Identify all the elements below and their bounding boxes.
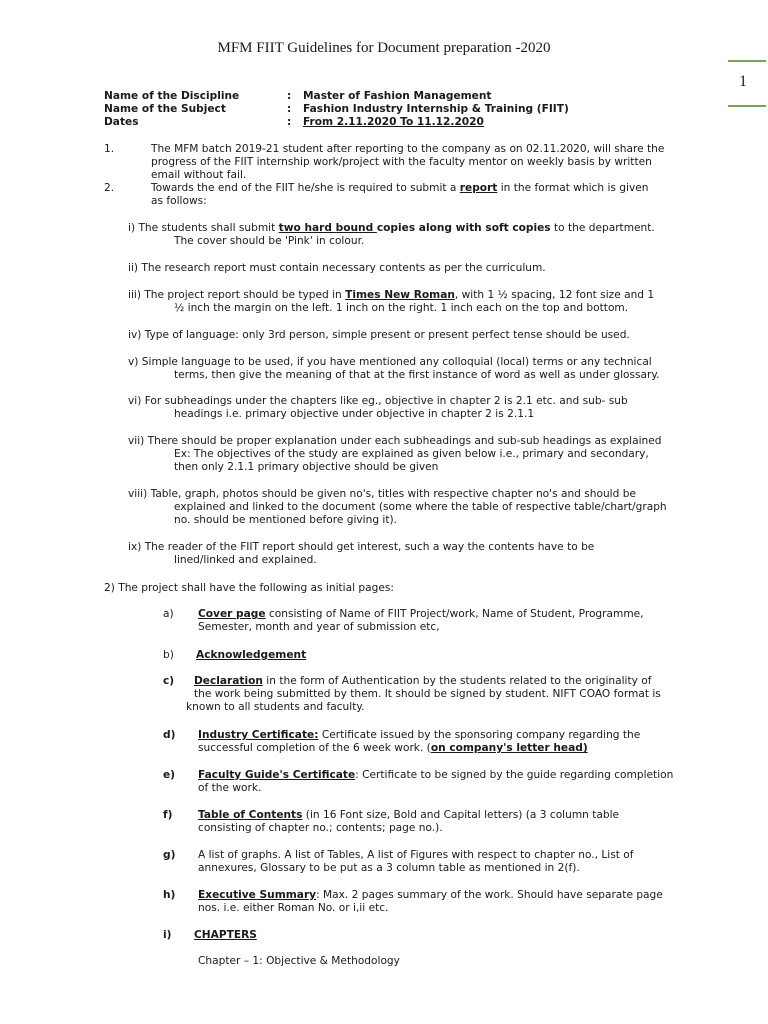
item-g-label: g) bbox=[163, 849, 176, 861]
item-b: Acknowledgement bbox=[196, 649, 307, 661]
page-number-rule-bottom bbox=[728, 105, 766, 107]
item-a-label: a) bbox=[163, 608, 174, 620]
meta-dates bbox=[104, 116, 484, 129]
item-vi-line-2: headings i.e. primary objective under objective in chapter 2 is 2.1.1 bbox=[174, 408, 535, 420]
emphasis: two hard bound bbox=[278, 222, 377, 234]
item-viii-line-3: no. should be mentioned before giving it). bbox=[174, 514, 398, 526]
text: successful completion of the 6 week work. ( bbox=[198, 742, 431, 754]
item-iii bbox=[128, 289, 654, 302]
item-c-label: c) bbox=[163, 675, 175, 687]
page-number: 1 bbox=[739, 73, 747, 90]
item-viii-line-2: explained and linked to the document (some where the table of respective table/chart/graph bbox=[174, 501, 667, 513]
meta-value: From 2.11.2020 To 11.12.2020 bbox=[303, 116, 484, 128]
item-h-label: h) bbox=[163, 889, 176, 901]
item-d-label: d) bbox=[163, 729, 176, 741]
text: in the format which is given bbox=[497, 182, 649, 194]
item-v-line-2: terms, then give the meaning of that at the first instance of word as well as under glossary. bbox=[174, 369, 660, 381]
item-f-label: f) bbox=[163, 809, 173, 821]
meta-label: Name of the Subject bbox=[104, 103, 226, 115]
item-a-line-2: Semester, month and year of submission etc, bbox=[198, 621, 440, 633]
text: consisting of Name of FIIT Project/work, Name of Student, Programme, bbox=[265, 608, 644, 620]
item-e-line-2: of the work. bbox=[198, 782, 262, 794]
item-b-label: b) bbox=[163, 649, 174, 661]
item-chapters: CHAPTERS bbox=[194, 929, 257, 941]
item-iii-line-2: ½ inch the margin on the left. 1 inch on the right. 1 inch each on the top and bottom. bbox=[174, 302, 629, 314]
emphasis: Faculty Guide's Certificate bbox=[198, 769, 356, 781]
item-g: A list of graphs. A list of Tables, A list of Figures with respect to chapter no., List of bbox=[198, 849, 634, 861]
item-d bbox=[198, 729, 640, 742]
text: iii) The project report should be typed in bbox=[128, 289, 346, 301]
text: (in 16 Font size, Bold and Capital letters) (a 3 column table bbox=[302, 809, 620, 821]
text: to the department. bbox=[550, 222, 655, 234]
item-i-label: i) bbox=[163, 929, 172, 941]
item-vi: vi) For subheadings under the chapters like eg., objective in chapter 2 is 2.1 etc. and sub- sub bbox=[128, 395, 628, 407]
item-e bbox=[198, 769, 673, 782]
page-number-rule-top bbox=[728, 60, 766, 62]
section-2-heading: 2) The project shall have the following as initial pages: bbox=[104, 582, 394, 594]
point-1-line-2: progress of the FIIT internship work/project with the faculty mentor on weekly basis by written bbox=[151, 156, 652, 168]
item-iv: iv) Type of language: only 3rd person, simple present or present perfect tense should be used. bbox=[128, 329, 630, 341]
text: in the form of Authentication by the students related to the originality of bbox=[262, 675, 652, 687]
document-title: MFM FIIT Guidelines for Document preparation -2020 bbox=[217, 40, 551, 56]
emphasis: on company's letter head) bbox=[430, 742, 588, 754]
item-ii: ii) The research report must contain necessary contents as per the curriculum. bbox=[128, 262, 546, 274]
item-vii-line-3: then only 2.1.1 primary objective should be given bbox=[174, 461, 439, 473]
meta-separator: : bbox=[287, 90, 292, 102]
item-h-line-2: nos. i.e. either Roman No. or i,ii etc. bbox=[198, 902, 389, 914]
text: : Max. 2 pages summary of the work. Should have separate page bbox=[316, 889, 663, 901]
item-c bbox=[194, 675, 652, 688]
meta-label: Name of the Discipline bbox=[104, 90, 240, 102]
item-ix: ix) The reader of the FIIT report should get interest, such a way the contents have to be bbox=[128, 541, 595, 553]
meta-subject bbox=[104, 103, 569, 116]
point-1-line-3: email without fail. bbox=[151, 169, 247, 181]
item-vii: vii) There should be proper explanation under each subheadings and sub-sub headings as explained bbox=[128, 435, 662, 447]
item-viii: viii) Table, graph, photos should be given no's, titles with respective chapter no's and should be bbox=[128, 488, 636, 500]
meta-discipline bbox=[104, 90, 491, 103]
emphasis: report bbox=[459, 182, 498, 194]
point-1-line-1: The MFM batch 2019-21 student after reporting to the company as on 02.11.2020, will share the bbox=[151, 143, 665, 155]
point-2-number: 2. bbox=[104, 182, 115, 194]
item-c-line-2: the work being submitted by them. It should be signed by student. NIFT COAO format is bbox=[194, 688, 661, 700]
text: Certificate issued by the sponsoring company regarding the bbox=[318, 729, 641, 741]
item-h bbox=[198, 889, 663, 902]
emphasis: Declaration bbox=[194, 675, 263, 687]
meta-separator: : bbox=[287, 103, 292, 115]
item-f-line-2: consisting of chapter no.; contents; page no.). bbox=[198, 822, 443, 834]
item-i bbox=[128, 222, 655, 235]
item-f bbox=[198, 809, 619, 822]
item-g-line-2: annexures, Glossary to be put as a 3 column table as mentioned in 2(f). bbox=[198, 862, 580, 874]
item-i-line-2: The cover should be 'Pink' in colour. bbox=[174, 235, 365, 247]
emphasis: Industry Certificate: bbox=[198, 729, 319, 741]
emphasis: Cover page bbox=[198, 608, 266, 620]
meta-value: Master of Fashion Management bbox=[303, 90, 492, 102]
item-ix-line-2: lined/linked and explained. bbox=[174, 554, 317, 566]
point-1-number: 1. bbox=[104, 143, 115, 155]
point-2-line-2: as follows: bbox=[151, 195, 207, 207]
item-a bbox=[198, 608, 644, 621]
emphasis: Times New Roman bbox=[345, 289, 455, 301]
text: i) The students shall submit bbox=[128, 222, 279, 234]
meta-value: Fashion Industry Internship & Training (FIIT) bbox=[303, 103, 569, 115]
meta-label: Dates bbox=[104, 116, 139, 128]
text: Towards the end of the FIIT he/she is required to submit a bbox=[151, 182, 460, 194]
emphasis: Executive Summary bbox=[198, 889, 317, 901]
text: , with 1 ½ spacing, 12 font size and 1 bbox=[454, 289, 655, 301]
item-vii-line-2: Ex: The objectives of the study are explained as given below i.e., primary and secondary, bbox=[174, 448, 649, 460]
emphasis: Table of Contents bbox=[198, 809, 303, 821]
emphasis: copies along with soft copies bbox=[376, 222, 551, 234]
point-2-line-1 bbox=[151, 182, 648, 195]
item-e-label: e) bbox=[163, 769, 176, 781]
item-v: v) Simple language to be used, if you have mentioned any colloquial (local) terms or any technical bbox=[128, 356, 652, 368]
text: : Certificate to be signed by the guide regarding completion bbox=[355, 769, 674, 781]
meta-separator: : bbox=[287, 116, 292, 128]
item-c-line-3: known to all students and faculty. bbox=[186, 701, 365, 713]
item-d-line-2 bbox=[198, 742, 588, 755]
chapter-1: Chapter – 1: Objective & Methodology bbox=[198, 955, 400, 967]
